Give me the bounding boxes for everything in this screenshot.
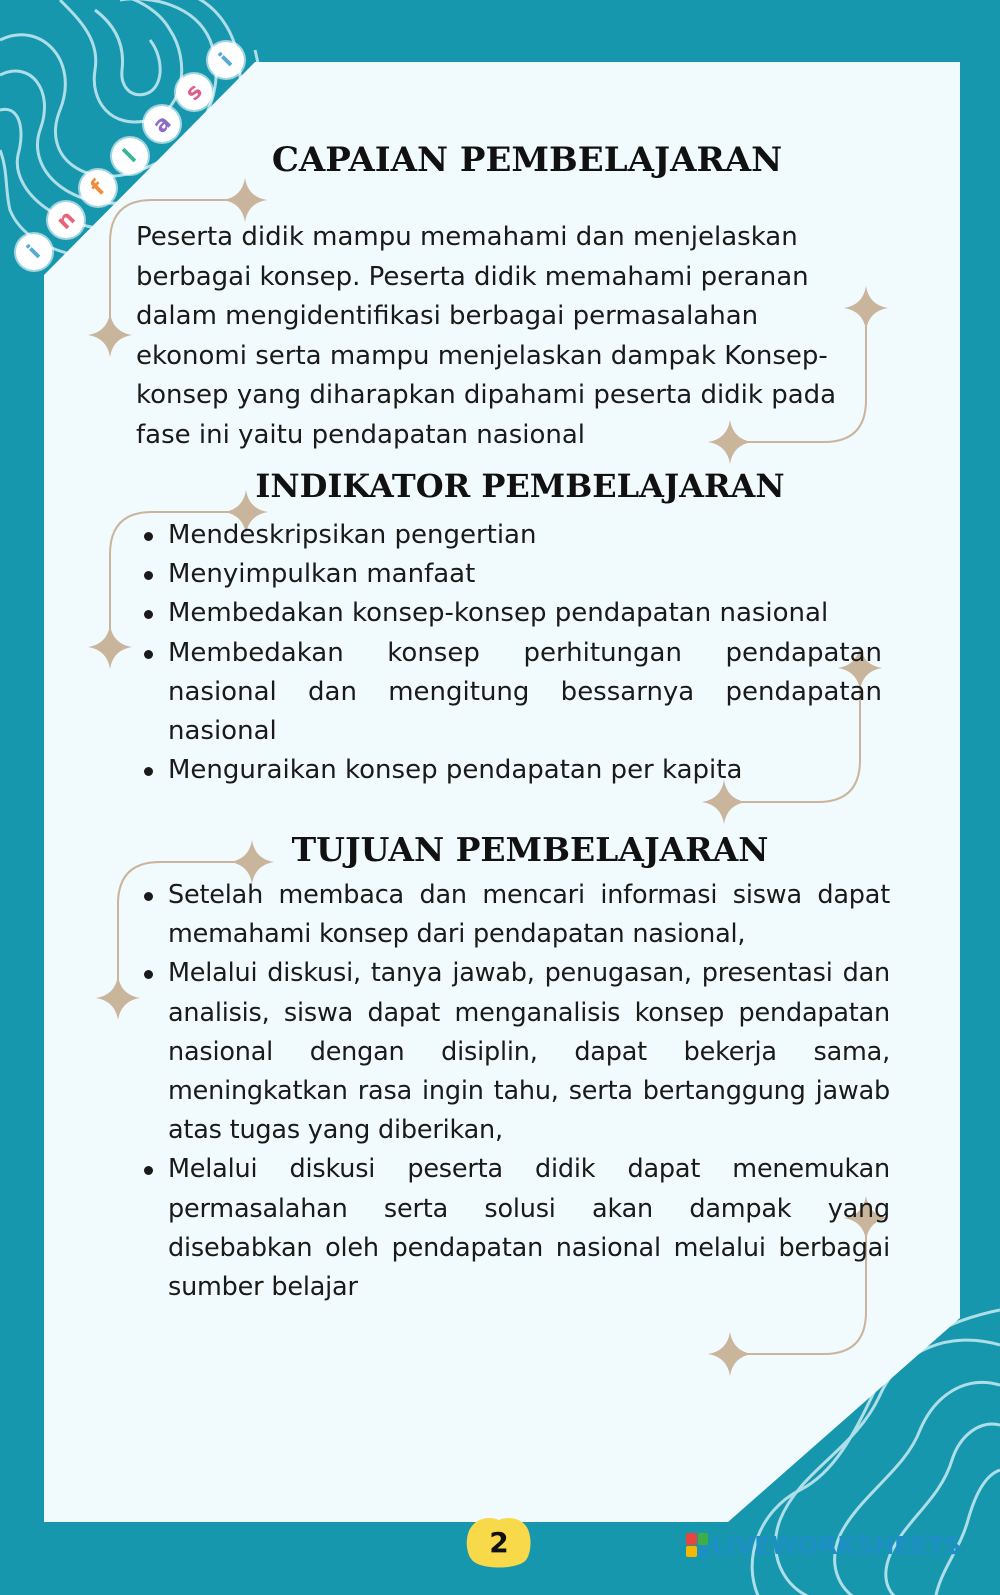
liveworksheets-logo-icon	[686, 1533, 708, 1557]
capaian-paragraph	[136, 218, 851, 455]
paragraph-line: ekonomi serta mampu menjelaskan dampak Konsep-	[136, 340, 828, 371]
page-number: 2	[489, 1526, 509, 1559]
ribbon-letter-text: n	[51, 205, 81, 235]
tujuan-title: TUJUAN PEMBELAJARAN	[291, 830, 769, 869]
ribbon-letter-text: s	[180, 78, 208, 106]
ribbon-letter-text: l	[118, 144, 142, 168]
ribbon-letter-text: f	[85, 175, 111, 201]
liveworksheets-logo[interactable]	[686, 1528, 961, 1562]
list-item: Menyimpulkan manfaat	[168, 555, 882, 594]
capaian-title: CAPAIAN PEMBELAJARAN	[271, 140, 783, 180]
list-item: Melalui diskusi peserta didik dapat menemukan permasalahan serta solusi akan dampak yang disebabkan oleh pendapatan nasional melalui berbagai sumber belajar	[168, 1150, 890, 1307]
paragraph-line: konsep yang diharapkan dipahami peserta didik pada	[136, 380, 837, 410]
ribbon-letter-text: i	[22, 240, 46, 264]
list-item: Setelah membaca dan mencari informasi siswa dapat memahami konsep dari pendapatan nasional,	[168, 876, 890, 954]
paragraph-line: Peserta didik mampu memahami dan menjelaskan	[136, 222, 798, 252]
paragraph-line: dalam mengidentifikasi berbagai permasalahan	[136, 301, 759, 331]
paragraph-line: berbagai konsep. Peserta didik memahami peranan	[136, 261, 809, 292]
list-item: Membedakan konsep perhitungan pendapatan nasional dan mengitung bessarnya pendapatan nasional	[168, 634, 882, 752]
list-item: Membedakan konsep-konsep pendapatan nasional	[168, 594, 882, 633]
ribbon-letter-text: a	[147, 109, 177, 139]
logo-text: LIVEWORKSHEETS	[711, 1530, 962, 1560]
ribbon-letter-text: i	[214, 48, 238, 72]
list-item: Menguraikan konsep pendapatan per kapita	[168, 751, 882, 790]
list-item: Mendeskripsikan pengertian	[168, 516, 882, 555]
indikator-list	[137, 516, 882, 790]
tujuan-list	[137, 876, 890, 1307]
paragraph-line: fase ini yaitu pendapatan nasional	[136, 419, 586, 450]
indikator-title: INDIKATOR PEMBELAJARAN	[255, 467, 785, 505]
list-item: Melalui diskusi, tanya jawab, penugasan, presentasi dan analisis, siswa dapat menganalisis konsep pendapatan nasional dengan disiplin, dapat bekerja sama, meningkatkan rasa ingin tahu, serta bertanggung jawab atas tugas yang diberikan,	[168, 954, 890, 1150]
